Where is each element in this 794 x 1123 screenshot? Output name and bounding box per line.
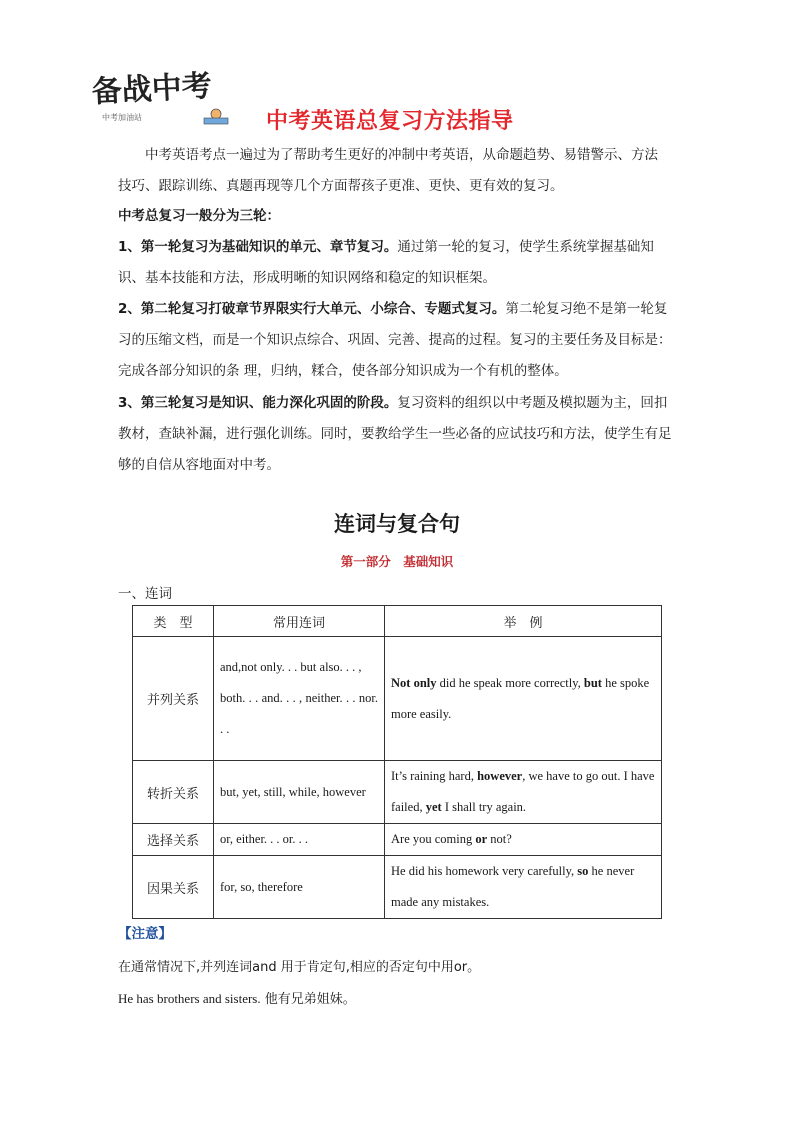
example-keyword: however xyxy=(477,769,523,783)
table-row xyxy=(133,761,662,824)
note-line-2 xyxy=(118,988,356,1007)
example-keyword: yet xyxy=(425,800,442,814)
conjunction-words-text: and,not only. . . but also. . . , xyxy=(220,660,362,674)
table-row xyxy=(133,856,662,919)
cell-words xyxy=(214,824,385,856)
table-body xyxy=(133,637,662,919)
round-2-paragraph xyxy=(118,294,678,387)
table-row xyxy=(133,824,662,856)
example-text: I shall try again. xyxy=(441,800,527,814)
round-3-heading: 3、第三轮复习是知识、能力深化巩固的阶段。 xyxy=(118,395,398,411)
example-text: did he speak more correctly, xyxy=(436,675,584,690)
note-heading: 【注意】 xyxy=(118,926,172,942)
logo-sub-text: 中考加油站 xyxy=(102,113,142,122)
conjunction-words-text: for, so, therefore xyxy=(220,879,303,894)
cell-words xyxy=(214,637,385,761)
rounds-heading: 中考总复习一般分为三轮： xyxy=(118,208,280,224)
cell-example xyxy=(385,637,662,761)
example-text: Are you coming xyxy=(391,832,476,846)
round-2-text: 第二轮复习绝不是第一轮复习的压缩文档，而是一个知识点综合、巩固、完善、提高的过程。复习的主要任务及目标是：完成各部分知识的条 理，归纳，糅合，使各部分知识成为一个有机的整体。 xyxy=(118,301,672,379)
cell-example xyxy=(385,761,662,824)
round-1-heading: 1、第一轮复习为基础知识的单元、章节复习。 xyxy=(118,239,398,255)
round-2-heading: 2、第二轮复习打破章节界限实行大单元、小综合、专题式复习。 xyxy=(118,301,506,317)
header-type: 类 型 xyxy=(133,606,214,637)
example-text: he spoke more easily. xyxy=(391,675,650,721)
logo-book-icon xyxy=(204,118,228,124)
header-example: 举 例 xyxy=(385,606,662,637)
conjunction-words-text: but, yet, still, while, however xyxy=(220,784,366,799)
example-text: He did his homework very carefully, xyxy=(391,864,578,878)
cell-type: 转折关系 xyxy=(133,761,214,824)
conjunction-words-text: both. . . and. . . , neither. . . nor. . . xyxy=(220,691,378,736)
round-1-text: 通过第一轮的复习，使学生系统掌握基础知识、基本技能和方法，形成明晰的知识网络和稳定的知识框架。 xyxy=(118,239,654,286)
cell-type: 并列关系 xyxy=(133,637,214,761)
cell-words xyxy=(214,856,385,919)
round-3-paragraph xyxy=(118,388,678,481)
note-example-chinese: 他有兄弟姐妹。 xyxy=(260,992,356,1007)
example-text: he never made any mistakes. xyxy=(391,864,635,909)
section-title: 连词与复合句 xyxy=(334,512,460,536)
conjunction-table xyxy=(132,605,662,919)
cell-type: 因果关系 xyxy=(133,856,214,919)
section-subtitle: 第一部分 基础知识 xyxy=(340,554,454,569)
intro-line-2: 技巧、跟踪训练、真题再现等几个方面帮孩子更准、更快、更有效的复习。 xyxy=(118,178,564,194)
example-text: , we have to go out. I have failed, xyxy=(391,769,655,814)
example-keyword: Not only xyxy=(391,675,437,690)
example-keyword: but xyxy=(583,675,602,690)
example-keyword: so xyxy=(577,864,589,878)
cell-example xyxy=(385,856,662,919)
note-example-english: He has brothers and sisters. xyxy=(118,991,261,1006)
logo-main-text: 备战中考 xyxy=(90,68,213,110)
conjunction-words-text: or, either. . . or. . . xyxy=(220,832,309,846)
header-words: 常用连词 xyxy=(214,606,385,637)
intro-line-1: 中考英语考点一遍过为了帮助考生更好的冲制中考英语，从命题趋势、易错警示、方法 xyxy=(145,147,658,163)
logo-figure-icon xyxy=(211,109,221,119)
table-row xyxy=(133,637,662,761)
cell-example xyxy=(385,824,662,856)
part-heading: 一、连词 xyxy=(118,586,172,602)
example-text: not? xyxy=(487,832,512,846)
page-title: 中考英语总复习方法指导 xyxy=(266,109,514,134)
example-keyword: or xyxy=(475,832,488,846)
round-1-paragraph xyxy=(118,232,678,294)
example-text: It’s raining hard, xyxy=(391,769,478,783)
intro-paragraph xyxy=(118,140,678,202)
logo xyxy=(88,58,248,128)
note-line-1: 在通常情况下,并列连词and 用于肯定句,相应的否定句中用or。 xyxy=(118,960,481,975)
round-3-text: 复习资料的组织以中考题及模拟题为主，回扣教材，查缺补漏，进行强化训练。同时，要教给学生一些必备的应试技巧和方法，使学生有足够的自信从容地面对中考。 xyxy=(118,395,672,473)
cell-words xyxy=(214,761,385,824)
table-header-row xyxy=(133,606,662,637)
cell-type: 选择关系 xyxy=(133,824,214,856)
